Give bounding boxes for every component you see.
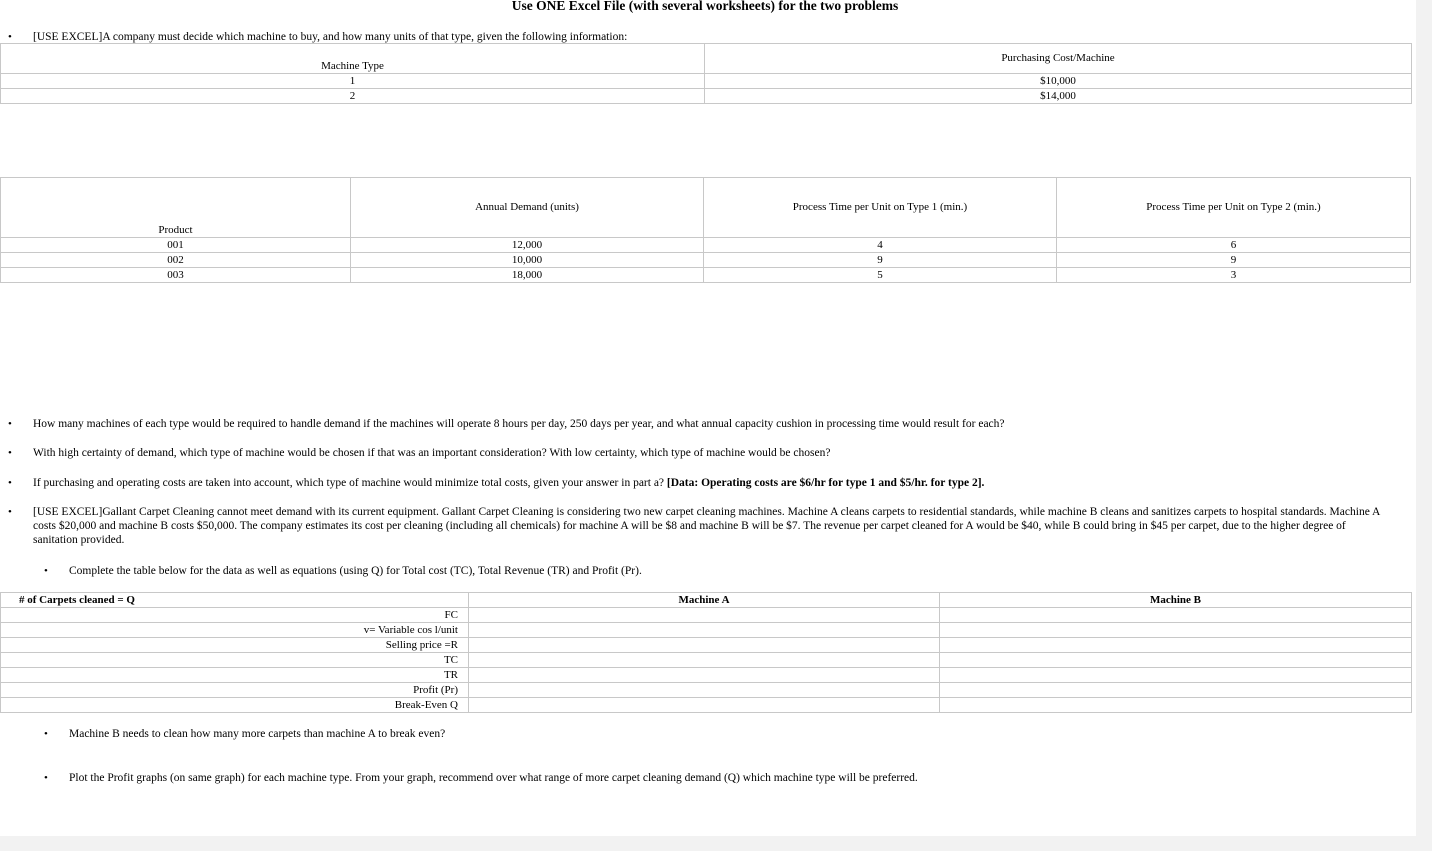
- table-cell: 12,000: [351, 238, 704, 253]
- row-label: v= Variable cos l/unit: [1, 623, 469, 638]
- table-cell: 001: [1, 238, 351, 253]
- problem1-intro: [33, 30, 1403, 44]
- machine-a-cell[interactable]: [469, 653, 940, 668]
- row-label: TC: [1, 653, 469, 668]
- machine-b-cell[interactable]: [940, 638, 1412, 653]
- table-cell: 1: [1, 74, 705, 89]
- table-cell: 4: [704, 238, 1057, 253]
- table-cell: $10,000: [705, 74, 1412, 89]
- table-cell: 2: [1, 89, 705, 104]
- question-c-data: [Data: Operating costs are $6/hr for type 1 and $5/hr. for type 2].: [666, 477, 985, 489]
- problem2-tag: [USE EXCEL]: [33, 506, 103, 518]
- table-row: [1, 89, 1412, 104]
- machine-a-cell[interactable]: [469, 698, 940, 713]
- machine-a-cell[interactable]: [469, 608, 940, 623]
- row-label: Profit (Pr): [1, 683, 469, 698]
- row-label: FC: [1, 608, 469, 623]
- machine-a-cell[interactable]: [469, 623, 940, 638]
- machine-b-cell[interactable]: [940, 608, 1412, 623]
- problem2-body: Gallant Carpet Cleaning cannot meet demand with its current equipment. Gallant Carpet Cleaning is considering two new carpet cleaning machines. Machine A cleans carpets to residential standards, while machine B cleans and sanitizes carpets to hospital standards. Machine A costs $20,000 and machine B costs $50,000. The company estimates its cost per cleaning (including all chemicals) for machine A will be $8 and machine B will be $7. The revenue per carpet cleaned for A would be $40, while B could bring in $45 per carpet, due to the higher degree of sanitation provided.: [33, 506, 1380, 546]
- question-c: [33, 476, 1403, 490]
- row-label: Selling price =R: [1, 638, 469, 653]
- bullet-icon: •: [8, 447, 12, 459]
- table-cell: 9: [1057, 253, 1411, 268]
- bullet-icon: •: [44, 565, 48, 577]
- column-header: Process Time per Unit on Type 2 (min.): [1057, 178, 1411, 238]
- machine-cost-table: [0, 43, 1412, 104]
- bullet-icon: •: [44, 772, 48, 784]
- break-even-table: [0, 592, 1412, 713]
- machine-a-cell[interactable]: [469, 638, 940, 653]
- machine-b-cell[interactable]: [940, 668, 1412, 683]
- problem2-question-2: Plot the Profit graphs (on same graph) for each machine type. From your graph, recommend over what range of more carpet cleaning demand (Q) which machine type will be preferred.: [69, 772, 918, 784]
- question-b: With high certainty of demand, which type of machine would be chosen if that was an important consideration? With low certainty, which type of machine would be chosen?: [33, 447, 831, 459]
- problem2-instruction: Complete the table below for the data as well as equations (using Q) for Total cost (TC), Total Revenue (TR) and Profit (Pr).: [69, 565, 642, 577]
- table-row: [1, 638, 1412, 653]
- table-row: [1, 653, 1412, 668]
- table-cell: 3: [1057, 268, 1411, 283]
- table-cell: 002: [1, 253, 351, 268]
- column-header: Annual Demand (units): [351, 178, 704, 238]
- problem2-text: [33, 505, 1393, 547]
- table-cell: $14,000: [705, 89, 1412, 104]
- column-header: Process Time per Unit on Type 1 (min.): [704, 178, 1057, 238]
- machine-b-cell[interactable]: [940, 683, 1412, 698]
- column-header: Product: [1, 178, 351, 238]
- table-cell: 10,000: [351, 253, 704, 268]
- table-row: [1, 683, 1412, 698]
- problem1-intro-text: A company must decide which machine to buy, and how many units of that type, given the following information:: [102, 31, 628, 43]
- table-cell: 18,000: [351, 268, 704, 283]
- problem2-question-1: Machine B needs to clean how many more carpets than machine A to break even?: [69, 728, 446, 740]
- table-row: [1, 623, 1412, 638]
- table-header-row: [1, 178, 1411, 238]
- table-cell: 003: [1, 268, 351, 283]
- page-title: Use ONE Excel File (with several worksheets) for the two problems: [511, 0, 899, 13]
- table-cell: 9: [704, 253, 1057, 268]
- question-a: How many machines of each type would be required to handle demand if the machines will operate 8 hours per day, 250 days per year, and what annual capacity cushion in processing time would result for each?: [33, 418, 1005, 430]
- table-row: [1, 698, 1412, 713]
- machine-b-header: Machine B: [940, 593, 1412, 608]
- table-cell: 6: [1057, 238, 1411, 253]
- machine-a-header: Machine A: [469, 593, 940, 608]
- product-table: [0, 177, 1411, 283]
- table-row: [1, 253, 1411, 268]
- column-header: Machine Type: [1, 44, 705, 74]
- column-header: Purchasing Cost/Machine: [705, 44, 1412, 74]
- problem1-tag: [USE EXCEL]: [33, 31, 103, 43]
- bullet-icon: •: [8, 477, 12, 489]
- table-row: [1, 74, 1412, 89]
- table-row: [1, 268, 1411, 283]
- bullet-icon: •: [44, 728, 48, 740]
- bullet-icon: •: [8, 506, 12, 518]
- machine-a-cell[interactable]: [469, 683, 940, 698]
- table-row: [1, 238, 1411, 253]
- row-label: Break-Even Q: [1, 698, 469, 713]
- bullet-icon: •: [8, 418, 12, 430]
- table-row: [1, 608, 1412, 623]
- machine-b-cell[interactable]: [940, 623, 1412, 638]
- machine-a-cell[interactable]: [469, 668, 940, 683]
- bullet-icon: •: [8, 31, 12, 43]
- table-header-row: [1, 593, 1412, 608]
- row-label: TR: [1, 668, 469, 683]
- table-row: [1, 668, 1412, 683]
- table-cell: 5: [704, 268, 1057, 283]
- table-header-row: [1, 44, 1412, 74]
- question-c-text: If purchasing and operating costs are taken into account, which type of machine would minimize total costs, given your answer in part a?: [33, 477, 665, 489]
- machine-b-cell[interactable]: [940, 698, 1412, 713]
- machine-b-cell[interactable]: [940, 653, 1412, 668]
- corner-header: # of Carpets cleaned = Q: [1, 593, 469, 608]
